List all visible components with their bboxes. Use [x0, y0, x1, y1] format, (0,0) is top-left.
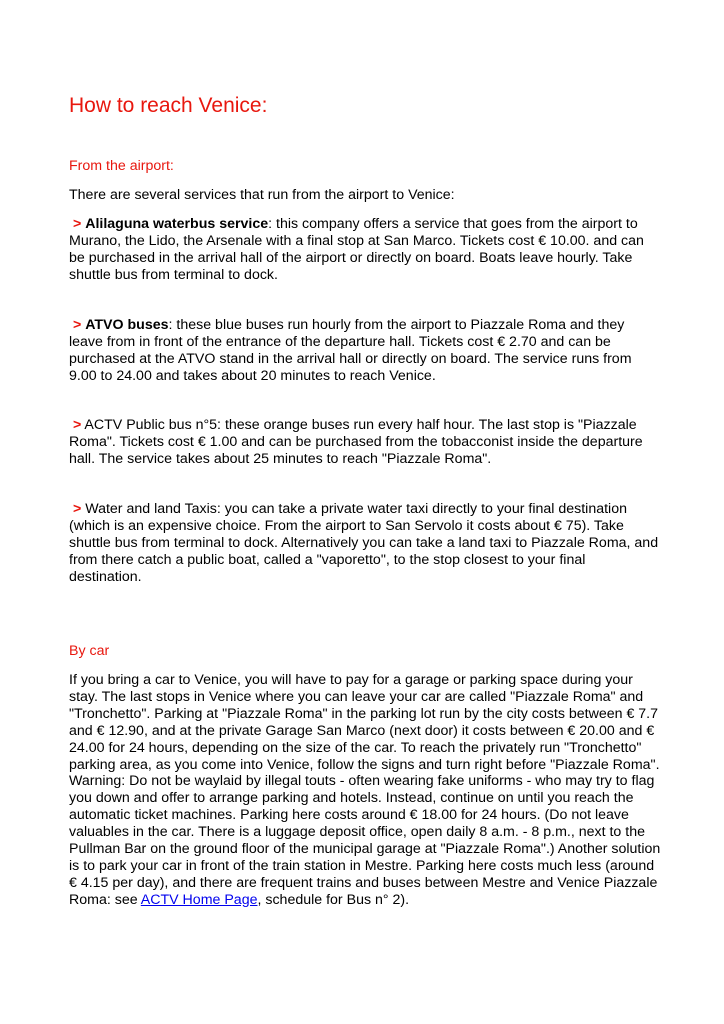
car-paragraph: [69, 672, 661, 909]
section-heading-car: By car: [69, 643, 110, 659]
bullet-arrow: >: [72, 317, 82, 333]
section-heading-airport: From the airport:: [69, 158, 174, 174]
service-description: Water and land Taxis: you can take a private water taxi directly to your final destination (which is an expensive choice. From the airport to San Servolo it costs about € 75). Take shuttle bus from terminal to dock. Alternatively you can take a land taxi to Piazzale Roma, and from there catch a public boat, called a "vaporetto", to the stop closest to your final destination.: [69, 501, 659, 585]
service-item-actv: [69, 417, 661, 468]
actv-home-page-link[interactable]: ACTV Home Page: [140, 891, 258, 908]
service-description: : this company offers a service that goes from the airport to Murano, the Lido, the Arsenale with a final stop at San Marco. Tickets cost € 10.00. and can be purchased in the arrival hall of the airport or directly on board. Boats leave hourly. Take shuttle bus from terminal to dock.: [69, 216, 644, 283]
bullet-arrow: >: [72, 501, 82, 517]
service-name: Alilaguna waterbus service: [85, 216, 269, 232]
service-description: : these blue buses run hourly from the airport to Piazzale Roma and they leave from in front of the entrance of the departure hall. Tickets cost € 2.70 and can be purchased at the ATVO stand in the arrival hall or directly on board. The service runs from 9.00 to 24.00 and takes about 20 minutes to reach Venice.: [69, 317, 632, 384]
airport-intro: There are several services that run from the airport to Venice:: [69, 187, 455, 203]
service-item-alilaguna: [69, 216, 661, 284]
service-item-atvo: [69, 317, 661, 385]
page-title: How to reach Venice:: [69, 94, 268, 117]
bullet-arrow: >: [72, 417, 82, 433]
service-description: ACTV Public bus n°5: these orange buses run every half hour. The last stop is "Piazzale Roma". Tickets cost € 1.00 and can be purchased from the tobacconist inside the departure hall. The service takes about 25 minutes to reach "Piazzale Roma".: [69, 417, 643, 467]
car-text: If you bring a car to Venice, you will have to pay for a garage or parking space during your stay. The last stops in Venice where you can leave your car are called "Piazzale Roma" and "Tronchetto". Parking at "Piazzale Roma" in the parking lot run by the city costs between € 7.7 and € 12.90, and at the private Garage San Marco (next door) it costs between € 20.00 and € 24.00 for 24 hours, depending on the size of the car. To reach the privately run "Tronchetto" parking area, as you come into Venice, follow the signs and turn right before "Piazzale Roma". Warning: Do not be waylaid by illegal touts - often wearing fake uniforms - who may try to flag you down and offer to arrange parking and hotels. Instead, continue on until you reach the automatic ticket machines. Parking here costs around € 18.00 for 24 hours. (Do not leave valuables in the car. There is a luggage deposit office, open daily 8 a.m. - 8 p.m., next to the Pullman Bar on the ground floor of the municipal garage at "Piazzale Roma".) Another solution is to park your car in front of the train station in Mestre. Parking here costs much less (around € 4.15 per day), and there are frequent trains and buses between Mestre and Venice Piazzale Roma: see: [69, 672, 661, 908]
bullet-arrow: >: [72, 216, 82, 232]
service-item-taxis: [69, 501, 661, 586]
car-text-end: , schedule for Bus n° 2).: [257, 891, 410, 908]
service-name: ATVO buses: [85, 317, 169, 333]
